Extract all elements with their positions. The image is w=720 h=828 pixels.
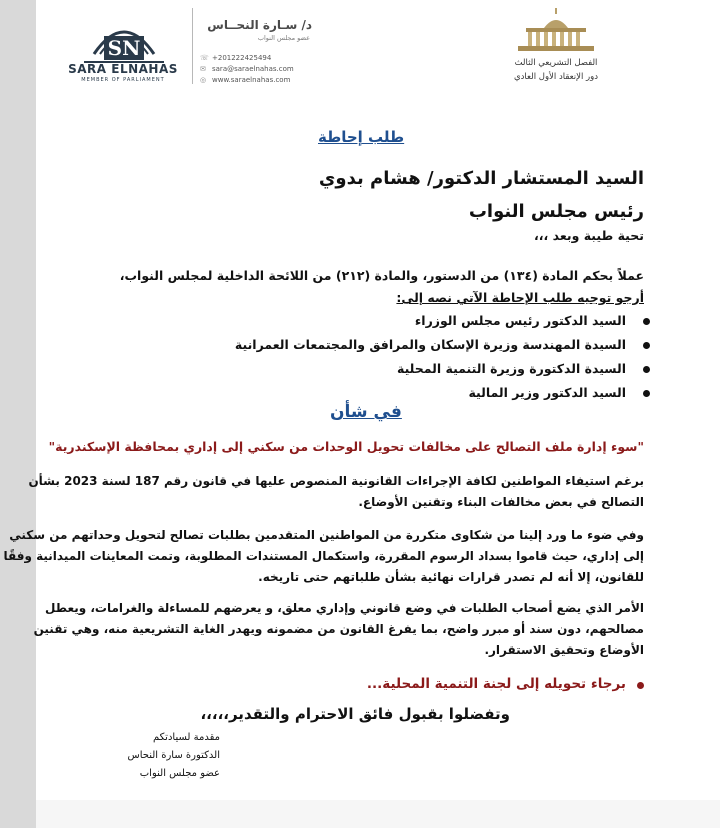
regarding-heading: في شأن [330,402,402,422]
email-icon: ✉ [200,65,206,73]
subject-line: "سوء إدارة ملف التصالح على مخالفات تحويل الوحدات من سكني إلى إداري بمحافظة الإسكندرية" [48,439,644,454]
intro-line: عملاً بحكم المادة (١٣٤) من الدستور، والمادة (٢١٢) من اللائحة الداخلية لمجلس النواب، [119,268,644,283]
paragraph-line: وفي ضوء ما ورد إلينا من شكاوى متكررة من المواطنين المتقدمين بطلبات تصالح لتحويل وحداتهم من سكني [9,528,644,542]
list-item [235,385,650,409]
addressee-name: السيد المستشار الدكتور/ هشام بدوي [318,168,644,189]
paragraph-line: إلى إداري، حيث قاموا بسداد الرسوم المقررة، واستكمال المستندات المطلوبة، وتمت المعاينات الميدانية وفقًا [3,549,644,563]
paragraph-line: برغم استيفاء المواطنين لكافة الإجراءات القانونية المنصوص عليها في قانون رقم 187 لسنة 2023 بشأن [28,474,644,488]
paragraph-line: التصالح في بعض مخالفات البناء وتقنين الأوضاع. [358,495,644,509]
contact-email [200,65,294,73]
recipient-text: السيد الدكتور رئيس مجلس الوزراء [414,313,626,328]
bullet-icon [643,342,650,349]
website-text: www.saraelnahas.com [212,76,291,84]
paragraph-line: مصالحهم، دون سند أو مبرر واضح، بما يفرغ القانون من مضمونه ويهدر الغاية التشريعية منه، وهي تقنين [33,622,644,636]
paragraph-line: الأوضاع وتحقيق الاستقرار. [484,643,644,657]
paragraph-line: للقانون، إلا أنه لم تصدر قرارات نهائية بشأن طلباتهم حتى تاريخه. [258,570,644,584]
page-bottom-edge [36,800,720,828]
recipients-list [235,313,650,409]
phone-icon: ☏ [200,54,209,62]
contact-name: د/ سـارة النحــاس [207,18,312,32]
paragraph-2 [3,528,644,591]
globe-icon: ◎ [200,76,207,84]
list-item [235,361,650,385]
referral-text: برجاء تحويله إلى لجنة التنمية المحلية... [366,676,626,692]
signature-title: عضو مجلس النواب [139,768,220,779]
addressee-position: رئيس مجلس النواب [468,201,644,222]
contact-phone [200,54,271,62]
signature-name: الدكتورة سارة النحاس [127,750,220,761]
recipient-text: السيد الدكتور وزير المالية [468,385,626,400]
letter-title: طلب إحاطة [318,128,405,146]
intro-request-line: أرجو توجيه طلب الإحاطة الآتي نصه إلى: [396,290,644,305]
bullet-icon [643,390,650,397]
brand-subtitle: MEMBER OF PARLIAMENT [81,77,165,83]
paragraph-line: الأمر الذي يضع أصحاب الطلبات في وضع قانوني وإداري معلق، و يعرضهم للمساءلة والغرامات، ويعطل [45,601,644,615]
list-item [235,313,650,337]
header-divider [192,8,193,84]
session-round: دور الإنعقاد الأول العادي [513,72,599,82]
legislative-term: الفصل التشريعي الثالث [514,58,598,68]
recipient-text: السيدة الدكتورة وزيرة التنمية المحلية [396,361,626,376]
phone-text: +201222425494 [212,54,272,62]
closing-line: وتفضلوا بقبول فائق الاحترام والتقدير،،،،، [200,705,510,723]
bullet-icon [643,318,650,325]
contact-title: عضو مجلس النواب [257,34,310,42]
list-item [235,337,650,361]
bullet-icon [643,366,650,373]
signature-intro: مقدمة لسيادتكم [152,732,220,743]
recipient-text: السيدة المهندسة وزيرة الإسكان والمرافق والمجتمعات العمرانية [234,337,626,352]
email-text: sara@saraelnahas.com [212,65,294,73]
greeting: تحية طيبة وبعد ،،، [534,228,644,243]
paragraph-1 [28,474,644,516]
referral-request [367,676,644,692]
parliament-building-icon [506,8,606,54]
svg-text:SN: SN [107,36,141,60]
paragraph-3 [34,601,644,664]
bullet-icon [637,682,644,689]
contact-website [200,76,290,84]
brand-name: SARA ELNAHAS [68,62,178,76]
